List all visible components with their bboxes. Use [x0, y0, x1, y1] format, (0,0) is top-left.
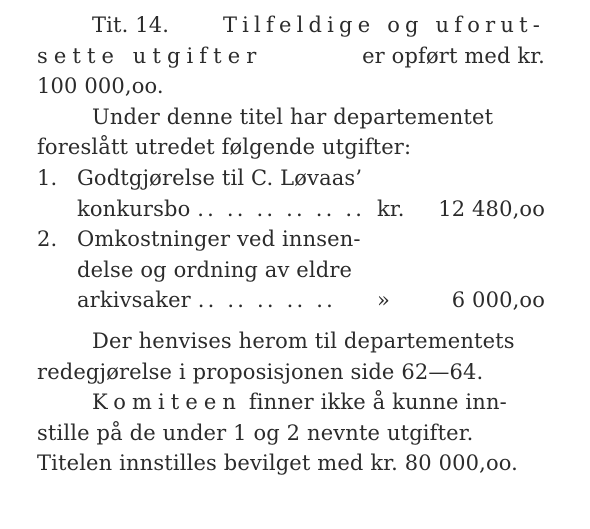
document-page	[37, 10, 545, 479]
item-1-text-1	[77, 163, 545, 194]
item-number: 2.	[37, 227, 58, 252]
committee-line-1	[37, 387, 545, 418]
leader-dots: .. .. .. .. ..	[197, 288, 336, 313]
item-1-text-2	[77, 194, 545, 225]
committee-word: Komiteen	[92, 390, 243, 415]
item-2-text-1	[77, 224, 545, 255]
item-1-right	[377, 194, 545, 225]
item-amount: 6 000,oo	[451, 288, 545, 313]
tit14-heading-cont: sette utgifter	[37, 43, 263, 68]
item-text-line: Omkostninger ved innsen-	[77, 227, 361, 252]
tit14-line-1	[37, 10, 545, 41]
item-text-line: Godtgjørelse til C. Løvaas’	[77, 165, 363, 190]
tit14-label: Tit. 14.	[92, 13, 170, 37]
item-number-spacer	[37, 255, 77, 286]
tit14-text: er opført med kr.	[362, 43, 545, 68]
intro-line-2: foreslått utredet følgende utgifter:	[37, 135, 412, 160]
tit14-heading: Tilfeldige og uforut-	[222, 13, 545, 37]
reference-line-2: redegjørelse i proposisjonen side 62—64.	[37, 359, 484, 384]
paragraph-tit14	[37, 10, 545, 102]
item-2-text-2	[77, 255, 545, 286]
item-number-spacer	[37, 285, 77, 316]
item-1-left	[77, 194, 365, 225]
item-amount: 12 480,oo	[438, 196, 545, 221]
item-2-row-2	[37, 255, 545, 286]
list-item	[37, 224, 545, 316]
item-2-text-3	[77, 285, 545, 316]
item-text-line: arkivsaker	[77, 288, 191, 313]
item-2-left	[77, 285, 336, 316]
leader-dots: .. .. .. .. .. ..	[197, 196, 366, 221]
item-1-row-2	[37, 194, 545, 225]
paragraph-intro	[37, 102, 545, 163]
item-text-line: konkursbo	[77, 196, 191, 221]
item-2-row-1	[37, 224, 545, 255]
currency-label: »	[377, 288, 390, 313]
paragraph-committee	[37, 387, 545, 479]
tit14-line-2	[37, 41, 545, 72]
item-2-row-3	[37, 285, 545, 316]
list-item	[37, 163, 545, 224]
currency-label: kr.	[377, 196, 405, 221]
reference-line-1: Der henvises herom til departementets	[92, 328, 515, 353]
item-text-line: delse og ordning av eldre	[77, 257, 353, 282]
intro-line-1: Under denne titel har departementet	[92, 104, 494, 129]
spacer	[37, 316, 545, 326]
tit14-amount: 100 000,oo.	[37, 74, 164, 99]
committee-line-2: stille på de under 1 og 2 nevnte utgifter.	[37, 420, 474, 445]
item-number: 1.	[37, 165, 58, 190]
committee-text: finner ikke å kunne inn-	[248, 390, 507, 415]
paragraph-reference	[37, 326, 545, 387]
item-1-row-1	[37, 163, 545, 194]
item-2-right	[377, 285, 545, 316]
item-number-spacer	[37, 194, 77, 225]
committee-line-3: Titelen innstilles bevilget med kr. 80 000,oo.	[37, 451, 519, 476]
